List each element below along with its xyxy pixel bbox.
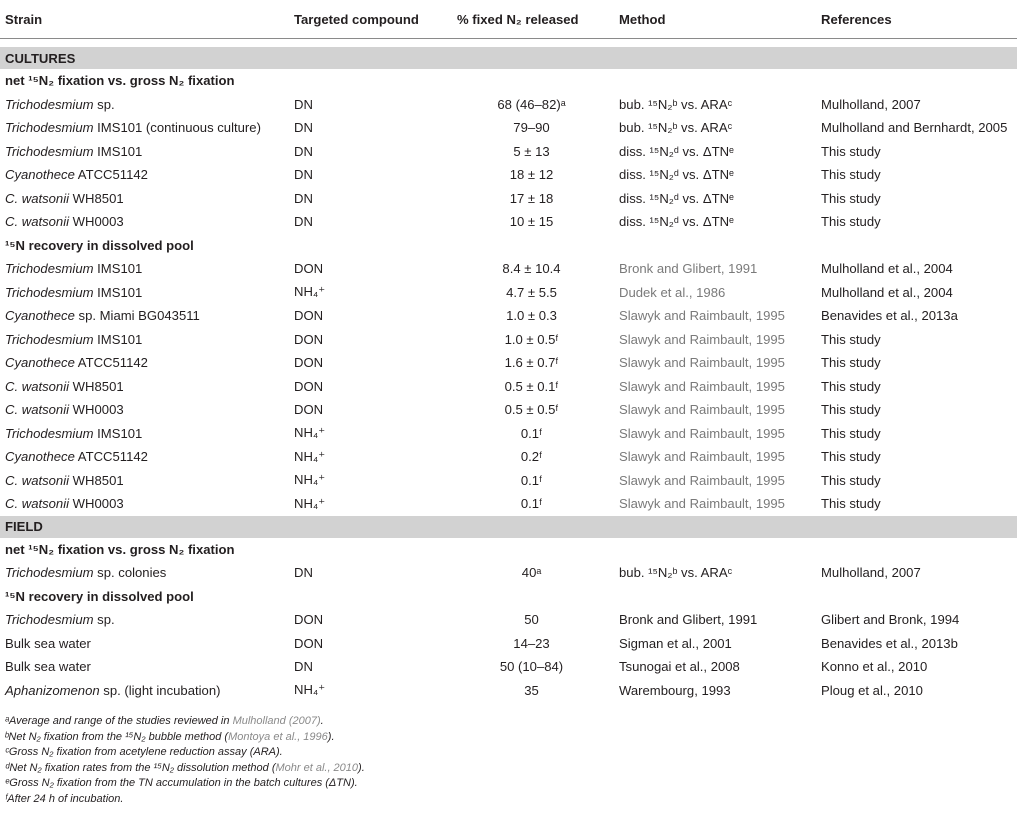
strain-cell xyxy=(0,257,289,281)
table-row xyxy=(0,163,1017,187)
compound-cell: NH₄⁺ xyxy=(294,472,326,488)
strain-detail: Bulk sea water xyxy=(5,659,91,675)
table-row xyxy=(0,492,1017,516)
section-label: CULTURES xyxy=(0,47,1017,69)
fixed-value-cell: 0.5 ± 0.1ᶠ xyxy=(504,378,559,394)
strain-cell xyxy=(0,116,289,140)
compound-cell: DN xyxy=(294,565,313,581)
strain-detail: ATCC51142 xyxy=(74,167,148,183)
method-cell[interactable]: Slawyk and Raimbault, 1995 xyxy=(619,402,785,418)
method-cell: Warembourg, 1993 xyxy=(619,682,731,698)
strain-genus: Trichodesmium xyxy=(5,612,94,628)
compound-cell: DON xyxy=(294,355,324,371)
strain-cell xyxy=(0,328,289,352)
strain-genus: Trichodesmium xyxy=(5,143,94,159)
strain-detail: WH0003 xyxy=(69,214,124,230)
strain-detail: IMS101 (continuous culture) xyxy=(93,120,261,136)
header-references: References xyxy=(816,0,1017,39)
footnote-link[interactable]: Mulholland (2007) xyxy=(232,715,321,727)
compound-cell: DN xyxy=(294,190,313,206)
compound-cell: NH₄⁺ xyxy=(294,448,326,464)
table-row xyxy=(0,375,1017,399)
footnote-d: ᵈNet N₂ fixation rates from the ¹⁵N₂ dissolution method (Mohr et al., 2010). xyxy=(5,761,365,774)
footnote-b: ᵇNet N₂ fixation from the ¹⁵N₂ bubble method (Montoya et al., 1996). xyxy=(5,730,335,743)
header-row xyxy=(0,0,1017,39)
table-row xyxy=(0,445,1017,469)
strain-cell xyxy=(0,632,289,656)
strain-detail: IMS101 xyxy=(93,261,143,277)
subsection-label: net ¹⁵N₂ fixation vs. gross N₂ fixation xyxy=(5,73,235,89)
compound-cell: DON xyxy=(294,261,324,277)
strain-detail: ATCC51142 xyxy=(74,449,148,465)
compound-cell: DON xyxy=(294,331,324,347)
method-cell: bub. ¹⁵N₂ᵇ vs. ARAᶜ xyxy=(619,120,733,136)
strain-detail: sp. Miami BG043511 xyxy=(74,308,200,324)
header-fixed: % fixed N₂ released xyxy=(449,0,614,39)
table-row xyxy=(0,469,1017,493)
strain-cell xyxy=(0,398,289,422)
table-row xyxy=(0,257,1017,281)
fixed-value-cell: 40ᵃ xyxy=(521,565,542,581)
strain-cell xyxy=(0,492,289,516)
strain-cell xyxy=(0,304,289,328)
method-cell[interactable]: Slawyk and Raimbault, 1995 xyxy=(619,378,785,394)
strain-genus: Trichodesmium xyxy=(5,565,94,581)
fixed-value-cell: 18 ± 12 xyxy=(509,167,554,183)
method-cell[interactable]: Slawyk and Raimbault, 1995 xyxy=(619,331,785,347)
table-row xyxy=(0,398,1017,422)
footnote-link[interactable]: Montoya et al., 1996 xyxy=(228,730,328,743)
footnote-e: ᵉGross N₂ fixation from the TN accumulation in the batch cultures (ΔTN). xyxy=(5,777,358,789)
fixed-value-cell: 50 (10–84) xyxy=(499,659,564,675)
method-cell: bub. ¹⁵N₂ᵇ vs. ARAᶜ xyxy=(619,565,733,581)
method-cell: Sigman et al., 2001 xyxy=(619,635,732,651)
strain-detail: IMS101 xyxy=(93,331,143,347)
strain-cell xyxy=(0,445,289,469)
spacer-row xyxy=(0,39,1017,48)
compound-cell: NH₄⁺ xyxy=(294,682,326,698)
fixed-value-cell: 35 xyxy=(524,682,539,698)
strain-genus: C. watsonii xyxy=(5,496,70,512)
table-row xyxy=(0,351,1017,375)
method-cell[interactable]: Bronk and Glibert, 1991 xyxy=(619,261,758,277)
reference-cell: This study xyxy=(821,402,881,418)
compound-cell: DN xyxy=(294,167,313,183)
strain-detail: sp. xyxy=(93,96,115,112)
strain-genus: C. watsonii xyxy=(5,378,70,394)
fixed-value-cell: 0.1ᶠ xyxy=(520,425,543,441)
fixed-value-cell: 8.4 ± 10.4 xyxy=(502,261,561,277)
subsection-label: ¹⁵N recovery in dissolved pool xyxy=(5,588,194,604)
reference-cell: Benavides et al., 2013b xyxy=(821,635,958,651)
fixed-value-cell: 79–90 xyxy=(513,120,550,136)
strain-genus: Trichodesmium xyxy=(5,96,94,112)
strain-detail: IMS101 xyxy=(93,425,143,441)
footnote-c: ᶜGross N₂ fixation from acetylene reduction assay (ARA). xyxy=(5,746,283,758)
strain-detail: ATCC51142 xyxy=(74,355,148,371)
table-row xyxy=(0,187,1017,211)
fixed-value-cell: 17 ± 18 xyxy=(509,190,554,206)
fixed-value-cell: 0.1ᶠ xyxy=(520,472,543,488)
header-strain: Strain xyxy=(0,0,289,39)
compound-cell: NH₄⁺ xyxy=(294,495,326,511)
method-cell[interactable]: Slawyk and Raimbault, 1995 xyxy=(619,308,785,324)
footnote-link[interactable]: Mohr et al., 2010 xyxy=(275,761,359,774)
table-row xyxy=(0,632,1017,656)
strain-cell xyxy=(0,608,289,632)
method-cell: Tsunogai et al., 2008 xyxy=(619,659,740,675)
table-row xyxy=(0,561,1017,585)
reference-cell: Mulholland et al., 2004 xyxy=(821,261,953,277)
method-cell[interactable]: Slawyk and Raimbault, 1995 xyxy=(619,355,785,371)
table-row xyxy=(0,210,1017,234)
fixed-value-cell: 0.1ᶠ xyxy=(520,496,543,512)
compound-cell: DN xyxy=(294,120,313,136)
strain-detail: WH8501 xyxy=(69,472,124,488)
reference-cell: Glibert and Bronk, 1994 xyxy=(821,612,960,628)
reference-cell: Mulholland, 2007 xyxy=(821,565,921,581)
strain-cell xyxy=(0,93,289,117)
method-cell: bub. ¹⁵N₂ᵇ vs. ARAᶜ xyxy=(619,96,733,112)
strain-cell xyxy=(0,469,289,493)
method-cell: diss. ¹⁵N₂ᵈ vs. ΔTNᵉ xyxy=(619,143,734,159)
reference-cell: This study xyxy=(821,496,881,512)
footnotes xyxy=(5,714,365,807)
strain-detail: sp. (light incubation) xyxy=(99,682,221,698)
strain-cell xyxy=(0,561,289,585)
fixed-value-cell: 5 ± 13 xyxy=(513,143,550,159)
table-row xyxy=(0,655,1017,679)
table-row xyxy=(0,93,1017,117)
strain-detail: Bulk sea water xyxy=(5,635,91,651)
subsection-cultures-net xyxy=(0,69,1017,93)
strain-genus: Cyanothece xyxy=(5,167,75,183)
compound-cell: DON xyxy=(294,378,324,394)
reference-cell: This study xyxy=(821,331,881,347)
table-body xyxy=(0,39,1017,703)
strain-cell xyxy=(0,679,289,703)
compound-cell: DON xyxy=(294,612,324,628)
compound-cell: DON xyxy=(294,402,324,418)
strain-genus: C. watsonii xyxy=(5,190,70,206)
table-row xyxy=(0,422,1017,446)
reference-cell: This study xyxy=(821,355,881,371)
reference-cell: Benavides et al., 2013a xyxy=(821,308,958,324)
header-method: Method xyxy=(614,0,816,39)
strain-cell xyxy=(0,281,289,305)
reference-cell: This study xyxy=(821,214,881,230)
strain-cell xyxy=(0,163,289,187)
strain-detail: sp. colonies xyxy=(93,565,167,581)
reference-cell: This study xyxy=(821,449,881,465)
table-row xyxy=(0,679,1017,703)
strain-genus: Trichodesmium xyxy=(5,284,94,300)
strain-genus: Aphanizomenon xyxy=(5,682,100,698)
reference-cell: This study xyxy=(821,472,881,488)
header-compound: Targeted compound xyxy=(289,0,449,39)
table-row xyxy=(0,328,1017,352)
reference-cell: This study xyxy=(821,143,881,159)
fixed-value-cell: 10 ± 15 xyxy=(509,214,554,230)
strain-detail: WH8501 xyxy=(69,190,124,206)
fixed-value-cell: 14–23 xyxy=(513,635,550,651)
method-cell[interactable]: Slawyk and Raimbault, 1995 xyxy=(619,449,785,465)
compound-cell: DN xyxy=(294,96,313,112)
reference-cell: Mulholland and Bernhardt, 2005 xyxy=(821,120,1008,136)
subsection-field-net xyxy=(0,538,1017,562)
compound-cell: NH₄⁺ xyxy=(294,284,326,300)
compound-cell: DON xyxy=(294,308,324,324)
strain-cell xyxy=(0,140,289,164)
strain-genus: C. watsonii xyxy=(5,214,70,230)
strain-genus: Trichodesmium xyxy=(5,261,94,277)
table-row xyxy=(0,281,1017,305)
strain-detail: WH8501 xyxy=(69,378,124,394)
subsection-label: ¹⁵N recovery in dissolved pool xyxy=(5,237,194,253)
subsection-label: net ¹⁵N₂ fixation vs. gross N₂ fixation xyxy=(5,541,235,557)
footnote-a: ᵃAverage and range of the studies reviewed in Mulholland (2007). xyxy=(5,715,324,727)
strain-cell xyxy=(0,422,289,446)
table-row xyxy=(0,608,1017,632)
method-cell[interactable]: Slawyk and Raimbault, 1995 xyxy=(619,472,785,488)
strain-genus: Trichodesmium xyxy=(5,425,94,441)
strain-cell xyxy=(0,655,289,679)
strain-detail: IMS101 xyxy=(93,143,143,159)
strain-genus: C. watsonii xyxy=(5,402,70,418)
method-cell: diss. ¹⁵N₂ᵈ vs. ΔTNᵉ xyxy=(619,214,734,230)
subsection-cultures-recovery xyxy=(0,234,1017,258)
section-cultures xyxy=(0,47,1017,69)
strain-genus: Cyanothece xyxy=(5,355,75,371)
fixed-value-cell: 0.2ᶠ xyxy=(520,449,543,465)
reference-cell: Ploug et al., 2010 xyxy=(821,682,923,698)
reference-cell: This study xyxy=(821,167,881,183)
strain-genus: C. watsonii xyxy=(5,472,70,488)
section-field xyxy=(0,516,1017,538)
compound-cell: DN xyxy=(294,659,313,675)
strain-detail: WH0003 xyxy=(69,402,124,418)
table-row xyxy=(0,116,1017,140)
compound-cell: NH₄⁺ xyxy=(294,425,326,441)
fixed-value-cell: 1.0 ± 0.5ᶠ xyxy=(504,331,559,347)
fixed-value-cell: 68 (46–82)ᵃ xyxy=(497,96,566,112)
table-row xyxy=(0,304,1017,328)
fixed-value-cell: 1.0 ± 0.3 xyxy=(506,308,557,324)
reference-cell: Mulholland et al., 2004 xyxy=(821,284,953,300)
strain-genus: Trichodesmium xyxy=(5,331,94,347)
strain-cell xyxy=(0,210,289,234)
method-cell: Bronk and Glibert, 1991 xyxy=(619,612,758,628)
method-cell[interactable]: Slawyk and Raimbault, 1995 xyxy=(619,496,785,512)
method-cell[interactable]: Dudek et al., 1986 xyxy=(619,284,726,300)
method-cell[interactable]: Slawyk and Raimbault, 1995 xyxy=(619,425,785,441)
compound-cell: DN xyxy=(294,214,313,230)
reference-cell: This study xyxy=(821,425,881,441)
reference-cell: Mulholland, 2007 xyxy=(821,96,921,112)
compound-cell: DON xyxy=(294,635,324,651)
strain-detail: WH0003 xyxy=(69,496,124,512)
fixed-value-cell: 50 xyxy=(524,612,539,628)
strain-cell xyxy=(0,351,289,375)
table-row xyxy=(0,140,1017,164)
method-cell: diss. ¹⁵N₂ᵈ vs. ΔTNᵉ xyxy=(619,167,734,183)
footnote-f: ᶠAfter 24 h of incubation. xyxy=(5,792,124,805)
strain-detail: sp. xyxy=(93,612,115,628)
strain-cell xyxy=(0,187,289,211)
strain-cell xyxy=(0,375,289,399)
method-cell: diss. ¹⁵N₂ᵈ vs. ΔTNᵉ xyxy=(619,190,734,206)
reference-cell: Konno et al., 2010 xyxy=(821,659,928,675)
strain-genus: Trichodesmium xyxy=(5,120,94,136)
strain-detail: IMS101 xyxy=(93,284,143,300)
fixed-value-cell: 1.6 ± 0.7ᶠ xyxy=(504,355,559,371)
strain-genus: Cyanothece xyxy=(5,449,75,465)
fixed-value-cell: 4.7 ± 5.5 xyxy=(506,284,557,300)
subsection-field-recovery xyxy=(0,585,1017,609)
reference-cell: This study xyxy=(821,378,881,394)
fixed-value-cell: 0.5 ± 0.5ᶠ xyxy=(504,402,559,418)
strain-genus: Cyanothece xyxy=(5,308,75,324)
compound-cell: DN xyxy=(294,143,313,159)
section-label: FIELD xyxy=(0,516,1017,538)
reference-cell: This study xyxy=(821,190,881,206)
